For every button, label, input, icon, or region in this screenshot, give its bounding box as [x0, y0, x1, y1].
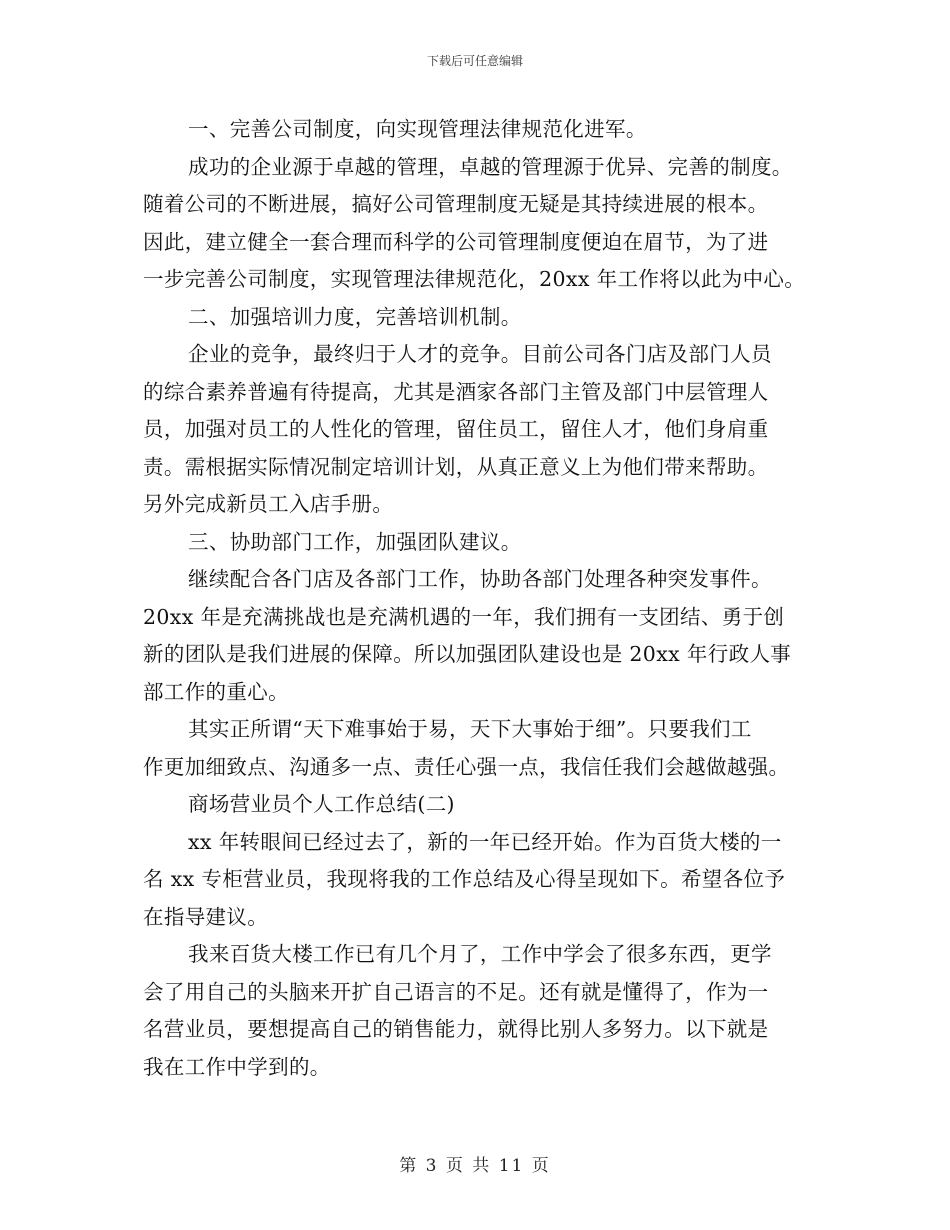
page-header: 下载后可任意编辑: [426, 54, 523, 68]
paragraph-line: 一步完善公司制度，实现管理法律规范化，20xx 年工作将以此为中心。: [143, 267, 806, 291]
paragraph-line: 因此，建立健全一套合理而科学的公司管理制度便迫在眉节，为了进: [143, 229, 769, 254]
paragraph-line: 的综合素养普遍有待提高，尤其是酒家各部门主管及部门中层管理人: [143, 379, 769, 404]
page-number: 第 3 页 共 11 页: [399, 1156, 551, 1176]
paragraph-line: 部工作的重心。: [143, 679, 289, 704]
paragraph-line: 企业的竞争，最终归于人才的竞争。目前公司各门店及部门人员: [188, 342, 772, 366]
paragraph-line: 继续配合各门店及各部门工作，协助各部门处理各种突发事件。: [188, 567, 772, 591]
paragraph-line: 新的团队是我们进展的保障。所以加强团队建设也是 20xx 年行政人事: [143, 642, 792, 666]
paragraph-line: xx 年转眼间已经过去了，新的一年已经开始。作为百货大楼的一: [188, 829, 782, 854]
paragraph-line: 名营业员，要想提高自己的销售能力，就得比别人多努力。以下就是: [143, 1017, 769, 1041]
paragraph-line: 作更加细致点、沟通多一点、责任心强一点，我信任我们会越做越强。: [143, 754, 790, 779]
heading-section-1: 一、完善公司制度，向实现管理法律规范化进军。: [188, 117, 647, 141]
heading-section-2: 二、加强培训力度，完善培训机制。: [188, 304, 522, 329]
paragraph-line: 责。需根据实际情况制定培训计划，从真正意义上为他们带来帮助。: [143, 454, 769, 479]
heading-section-3: 三、协助部门工作，加强团队建议。: [188, 529, 522, 554]
paragraph-line: 另外完成新员工入店手册。: [143, 492, 394, 516]
paragraph-line: 20xx 年是充满挑战也是充满机遇的一年，我们拥有一支团结、勇于创: [143, 604, 785, 629]
paragraph-line: 成功的企业源于卓越的管理，卓越的管理源于优异、完善的制度。: [188, 154, 793, 179]
paragraph-line: 其实正所谓“天下难事始于易，天下大事始于细”。只要我们工: [188, 717, 752, 741]
paragraph-line: 在指导建议。: [143, 904, 269, 929]
paragraph-line: 我在工作中学到的。: [143, 1054, 331, 1079]
paragraph-line: 随着公司的不断进展，搞好公司管理制度无疑是其持续进展的根本。: [143, 192, 769, 216]
section-title: 商场营业员个人工作总结(二): [188, 792, 455, 816]
paragraph-line: 员，加强对员工的人性化的管理，留住员工，留住人才，他们身肩重: [143, 417, 769, 441]
paragraph-line: 会了用自己的头脑来开扩自己语言的不足。还有就是懂得了，作为一: [143, 979, 769, 1004]
paragraph-line: 我来百货大楼工作已有几个月了，工作中学会了很多东西，更学: [188, 942, 772, 966]
paragraph-line: 名 xx 专柜营业员，我现将我的工作总结及心得呈现如下。希望各位予: [143, 867, 786, 891]
document-body: [143, 111, 808, 1086]
